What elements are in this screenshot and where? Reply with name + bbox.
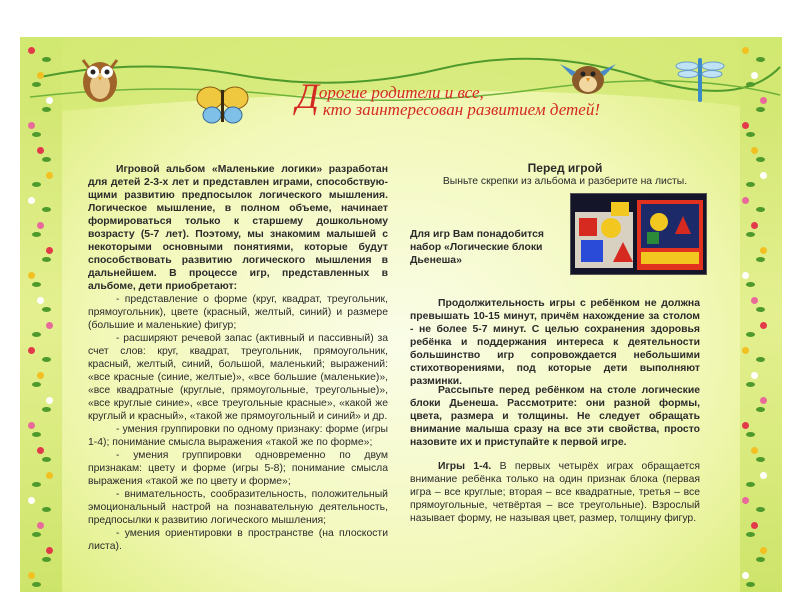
games-text: В первых четырёх играх обращается внимание ребёнка только на один признак блока (первая игра – все круглые; вторая – все квадратные, третья – все прямоугольные, четвёртая – все треугольные). Взрослый называет форму, не называя цвет, размер, толщину фигур. — [410, 461, 701, 524]
flower-icon — [28, 47, 35, 54]
flower-icon — [760, 322, 767, 329]
leaf-icon — [746, 182, 755, 187]
leaf-icon — [42, 107, 51, 112]
left-paragraph: - расширяют речевой запас (активный и пассивный) за счет слов: круг, квадрат, треугольник, прямоугольник, красный, желтый, синий, большой, маленький; выражений: «все красные (синие, желтые)», «все большие (маленькие)», «все квадратные (круглые, прямоугольные, треугольные)», «все круглые синие», «все треугольные красные», «какой же круглый и красный», «такой же прямоугольный и синий» и др. — [88, 333, 388, 422]
title-line-1 — [296, 68, 484, 116]
flower-icon — [37, 147, 44, 154]
flower-icon — [46, 397, 53, 404]
leaf-icon — [756, 557, 765, 562]
paragraph-games — [410, 460, 700, 525]
left-column — [88, 163, 388, 553]
leaf-icon — [42, 357, 51, 362]
leaf-icon — [746, 82, 755, 87]
leaf-icon — [42, 207, 51, 212]
leaf-icon — [32, 382, 41, 387]
leaf-icon — [32, 482, 41, 487]
left-paragraph: - умения ориентировки в пространстве (на плоскости листа). — [88, 528, 388, 552]
flower-icon — [751, 147, 758, 154]
flower-icon — [742, 497, 749, 504]
flower-icon — [751, 522, 758, 529]
leaf-icon — [32, 532, 41, 537]
leaf-icon — [32, 82, 41, 87]
leaf-icon — [32, 582, 41, 587]
leaf-icon — [756, 107, 765, 112]
leaf-icon — [42, 457, 51, 462]
left-paragraph: - внимательность, сообразительность, положительный эмоциональный настрой на познавательную деятельность, предпосылки к развитию логического мышления; — [88, 489, 388, 526]
leaf-icon — [32, 432, 41, 437]
leaf-icon — [746, 232, 755, 237]
leaf-icon — [746, 532, 755, 537]
left-paragraph: - умения группировки по одному признаку: форме (игры 1-4); понимание смысла выражения «такой же по форме»; — [88, 424, 388, 448]
flower-icon — [37, 297, 44, 304]
flower-icon — [742, 197, 749, 204]
leaf-icon — [42, 307, 51, 312]
title-initial: Д — [296, 76, 319, 116]
dragonfly-icon — [675, 52, 725, 107]
leaf-icon — [42, 557, 51, 562]
leaf-icon — [32, 332, 41, 337]
butterfly-icon — [195, 82, 250, 127]
leaf-icon — [756, 307, 765, 312]
flower-icon — [751, 222, 758, 229]
leaf-icon — [32, 132, 41, 137]
leaf-icon — [756, 507, 765, 512]
flower-icon — [37, 522, 44, 529]
leaf-icon — [756, 357, 765, 362]
leaf-icon — [42, 407, 51, 412]
title-line-2: кто заинтересован развитием детей! — [322, 100, 600, 119]
flower-icon — [37, 72, 44, 79]
leaf-icon — [32, 282, 41, 287]
paragraph-duration: Продолжительность игры с ребёнком не должна превышать 10-15 минут, причём нахождение за столом - не более 5-7 минут. С целью сохранения здоровья ребёнка и поддержания интереса к деятельности большинство игр сопровождается небольшими стихотворениями, под которые дети выполняют разминки. — [410, 298, 700, 387]
leaf-icon — [756, 207, 765, 212]
flower-icon — [760, 547, 767, 554]
flower-icon — [751, 447, 758, 454]
games-label: Игры 1-4. — [438, 461, 492, 472]
flower-icon — [37, 372, 44, 379]
right-subheading: Выньте скрепки из альбома и разберите на листы. — [442, 176, 688, 187]
leaf-icon — [42, 507, 51, 512]
leaf-icon — [42, 257, 51, 262]
flower-icon — [760, 97, 767, 104]
leaf-icon — [756, 257, 765, 262]
leaf-icon — [756, 57, 765, 62]
leaf-icon — [746, 382, 755, 387]
flower-icon — [760, 247, 767, 254]
flower-icon — [28, 122, 35, 129]
flower-icon — [28, 347, 35, 354]
flower-icon — [46, 322, 53, 329]
leaf-icon — [746, 432, 755, 437]
flower-icon — [46, 97, 53, 104]
flower-icon — [742, 422, 749, 429]
logic-blocks-icon — [571, 194, 706, 274]
flower-icon — [28, 272, 35, 279]
leaf-icon — [746, 482, 755, 487]
flower-icon — [46, 472, 53, 479]
flower-icon — [28, 497, 35, 504]
flower-icon — [760, 472, 767, 479]
flower-icon — [751, 72, 758, 79]
need-text: Для игр Вам понадобится набор «Логические блоки Дьенеша» — [410, 229, 544, 266]
flower-icon — [742, 572, 749, 579]
flower-icon — [760, 397, 767, 404]
leaf-icon — [32, 182, 41, 187]
flower-icon — [742, 347, 749, 354]
leaf-icon — [746, 332, 755, 337]
leaf-icon — [746, 132, 755, 137]
paragraph-blocks: Рассыпьте перед ребёнком на столе логические блоки Дьенеша. Рассмотрите: они разной формы, цвета, размера и толщины. Не следует обращать внимание малыша сразу на все эти свойства, просто назовите их и приступайте к первой игре. — [410, 385, 700, 448]
flower-icon — [28, 422, 35, 429]
flower-icon — [751, 297, 758, 304]
right-heading: Перед игрой — [527, 161, 603, 175]
flower-icon — [37, 222, 44, 229]
leaf-icon — [756, 157, 765, 162]
left-paragraph: - умения группировки одновременно по двум признакам: цвету и форме (игры 5-8); понимание смысла выражения «такой же по цвету и форме»; — [88, 450, 388, 487]
flower-icon — [37, 447, 44, 454]
flower-icon — [742, 272, 749, 279]
flower-icon — [46, 547, 53, 554]
flower-icon — [742, 122, 749, 129]
left-paragraph: Игровой альбом «Маленькие логики» разработан для детей 2-3-х лет и представлен играми, способствую-щими развитию предпосылок логического мышления. Логическое мышление, в полном объеме, начинает формироваться только к старшему дошкольному возрасту (5-7 лет). Поэтому, мы знакомим малышей с некоторыми основными понятиями, которые будут способствовать развитию логического мышления в дальнейшем. В процессе игр, представленных в альбоме, дети приобретают: — [88, 164, 388, 292]
leaf-icon — [42, 157, 51, 162]
flower-icon — [751, 372, 758, 379]
leaf-icon — [42, 57, 51, 62]
leaf-icon — [32, 232, 41, 237]
title-line-1-text: орогие родители и все, — [318, 83, 484, 102]
bird-icon — [558, 50, 618, 105]
flower-icon — [28, 197, 35, 204]
leaf-icon — [746, 582, 755, 587]
leaf-icon — [756, 407, 765, 412]
left-paragraph: - представление о форме (круг, квадрат, треугольник, прямоугольник), цвете (красный, желтый, синий) и размере (большие и маленькие) фигур; — [88, 294, 388, 331]
flower-icon — [760, 172, 767, 179]
flower-icon — [46, 172, 53, 179]
blocks-box-photo — [570, 193, 707, 275]
flower-icon — [28, 572, 35, 579]
owl-icon — [75, 50, 125, 105]
flower-icon — [46, 247, 53, 254]
leaf-icon — [746, 282, 755, 287]
leaf-icon — [756, 457, 765, 462]
flower-icon — [742, 47, 749, 54]
